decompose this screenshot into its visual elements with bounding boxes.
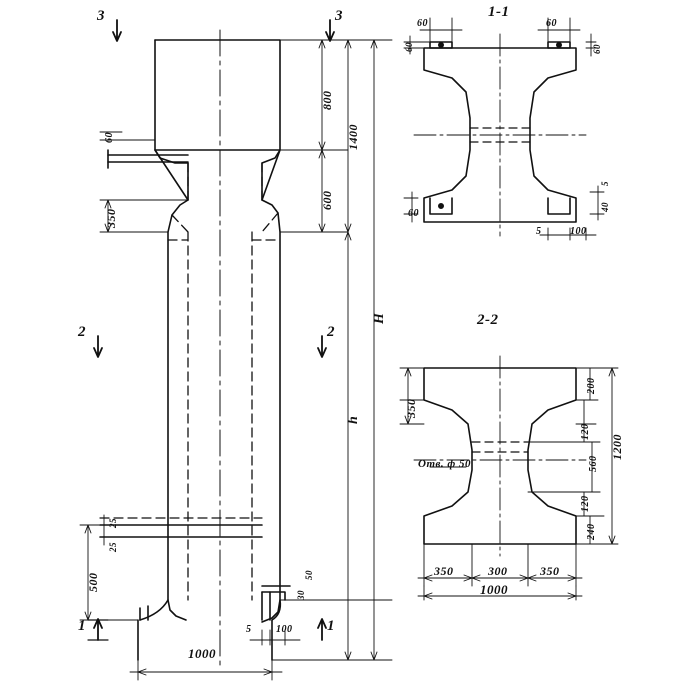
dim-h: h [346,415,361,424]
dim-60-top: 60 [104,132,115,143]
dim-120-lower: 120 [580,495,591,512]
dim-600: 600 [320,190,334,210]
dim-100-bottom-elev: 100 [276,624,293,635]
dim-60-vl: 60 [404,42,414,52]
dim-560: 560 [588,455,599,472]
dim-H: H [372,312,387,324]
dim-500: 500 [86,572,100,592]
dim-40-br: 40 [600,202,610,212]
dim-350-b2: 350 [540,564,560,578]
dim-200: 200 [586,377,597,394]
dim-1400: 1400 [346,124,360,150]
dim-5-bottom-elev: 5 [246,624,252,635]
mark-3-left: 3 [97,8,105,24]
mark-3-right: 3 [335,8,343,24]
dim-60-vr: 60 [592,44,602,54]
mark-1-left: 1 [78,618,86,634]
dim-25b: 25 [108,542,118,552]
dim-50-bottom: 50 [304,570,314,580]
dim-100-bottom-s1: 100 [570,226,587,237]
dim-1200: 1200 [610,434,624,460]
note-hole: Отв. ф 50 [418,458,472,470]
dim-60-bl: 60 [408,208,419,219]
title-section-1-1: 1-1 [488,4,510,20]
dim-1000-b: 1000 [480,582,508,597]
dim-120-upper: 120 [580,423,591,440]
dim-800: 800 [320,90,334,110]
dim-350-b1: 350 [434,564,454,578]
mark-2-left: 2 [78,324,86,340]
mark-2-right: 2 [327,324,335,340]
dim-350-left: 350 [404,398,418,418]
dim-1000-bottom: 1000 [188,646,216,661]
title-section-2-2: 2-2 [477,312,499,328]
dim-60-tl: 60 [417,18,428,29]
dim-350: 350 [104,208,118,228]
dim-5-br: 5 [600,181,610,186]
dim-240: 240 [586,523,597,540]
dim-300-b: 300 [488,564,508,578]
mark-1-right: 1 [327,618,335,634]
dim-5-bottom-s1: 5 [536,226,542,237]
dim-60-tr: 60 [546,18,557,29]
dim-25: 25 [108,518,118,528]
dim-30-bottom: 30 [296,590,306,600]
